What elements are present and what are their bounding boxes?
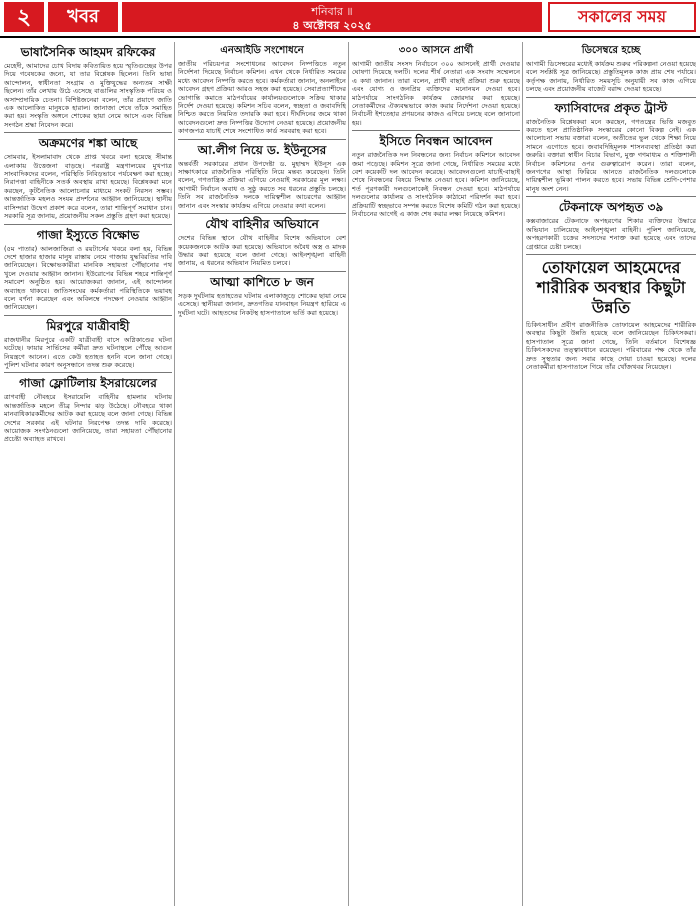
story-gaza-protest	[4, 228, 172, 312]
story-body: (৫ম পাতার) আলজাজিরা ও রয়টার্সের খবরে বলা হয়, বিভিন্ন দেশে হাজার হাজার মানুষ রাস্তায় নেমে গাজায় যুদ্ধবিরতির দাবি জানিয়েছেন। বিক্ষোভকারীরা মানবিক সহায়তা পৌঁছানোর পথ খুলে দেওয়ার আহ্বান জানান। ইউরোপের বিভিন্ন শহরে শান্তিপূর্ণ সমাবেশ অনুষ্ঠিত হয়। আয়োজকরা জানান, এই আন্দোলন অব্যাহত থাকবে। জাতিসংঘের কর্মকর্তারা পরিস্থিতিকে ভয়াবহ বলে বর্ণনা করেছেন এবং অবিলম্বে পদক্ষেপ নেওয়ার আহ্বান জানিয়েছেন।	[4, 244, 172, 312]
story-body: কক্সবাজারের টেকনাফে অপহরণের শিকার ব্যক্তিদের উদ্ধারে অভিযান চালিয়েছে আইনশৃঙ্খলা বাহিনী। পুলিশ জানিয়েছে, অপহরণকারী চক্রের সদস্যদের শনাক্ত করা হয়েছে এবং তাদের গ্রেপ্তারে চেষ্টা চলছে।	[526, 217, 696, 251]
story-divider	[4, 315, 172, 316]
story-body: সোমবার, ইসলামাবাদ থেকে প্রাপ্ত খবরে বলা হয়েছে সীমান্ত এলাকায় উত্তেজনা বাড়ছে। পররাষ্ট্র মন্ত্রণালয়ের মুখপাত্র সাংবাদিকদের বলেন, পরিস্থিতি নিবিড়ভাবে পর্যবেক্ষণ করা হচ্ছে। নিরাপত্তা বাহিনীকে সতর্ক অবস্থায় রাখা হয়েছে। বিশ্লেষকরা মনে করছেন, কূটনৈতিক আলোচনার মাধ্যমে সংকট নিরসন সম্ভব। আন্তর্জাতিক মহলও সংযম প্রদর্শনের আহ্বান জানিয়েছে। স্থানীয় বাসিন্দারা উদ্বেগ প্রকাশ করে বলেন, তারা শান্তিপূর্ণ সমাধান চান। সরকারি সূত্র জানায়, প্রয়োজনীয় সকল প্রস্তুতি গ্রহণ করা হয়েছে।	[4, 153, 172, 221]
story-divider	[526, 196, 696, 197]
column-1	[4, 42, 172, 906]
story-headline: অক্রমণের শঙ্কা আছে	[38, 136, 138, 151]
story-300-seats	[352, 45, 520, 127]
story-body: দেশের বিভিন্ন স্থানে যৌথ বাহিনীর বিশেষ অভিযানে বেশ কয়েকজনকে আটক করা হয়েছে। অভিযানে অবৈধ অস্ত্র ও মাদক উদ্ধার করা হয়েছে বলে জানা গেছে। আইনশৃঙ্খলা বাহিনী জানায়, এ ধরনের অভিযান নিয়মিত চলবে।	[178, 234, 346, 268]
story-headline: ইসিতে নিবন্ধন আবেদন	[379, 134, 493, 149]
story-headline: ফ্যাসিবাদের প্রকৃত ট্রাস্ট	[554, 100, 668, 115]
story-body: সড়ক দুর্ঘটনায় হতাহতের ঘটনায় এলাকাজুড়ে শোকের ছায়া নেমে এসেছে। স্থানীয়রা জানান, দ্রুতগতির যানবাহন নিয়ন্ত্রণ হারিয়ে এ দুর্ঘটনা ঘটে। আহতদের নিকটস্থ হাসপাতালে ভর্তি করা হয়েছে।	[178, 291, 346, 317]
story-tofail-ahmed	[526, 258, 696, 371]
story-headline: গাজা ইস্যুতে বিক্ষোভ	[36, 227, 140, 242]
column-divider	[348, 42, 349, 906]
story-body: মেহেদী, আমাদের চোখ বিদায় কবিতায়িত হয়ে স্মৃতিগুচ্ছের উপর দিয়ে গবেষকের জন্যে, যা তার বিশ্লেষক ছিলেন। তিনি ভাষা আন্দোলন, স্বাধীনতা সংগ্রাম ও মুক্তিযুদ্ধের অন্যতম সাক্ষী ছিলেন। তাঁর লেখায় উঠে এসেছে বাঙালির সাংস্কৃতিক পরিচয় ও অসাম্প্রদায়িক চেতনা। বিশিষ্টজনেরা বলেন, তাঁর প্রয়াণে জাতি এক আলোকিত মানুষকে হারাল। জানাজা শেষে তাঁকে সমাহিত করা হয়। সংস্কৃতি অঙ্গনে শোকের ছায়া নেমে আসে এবং বিভিন্ন সংগঠন শ্রদ্ধা নিবেদন করে।	[4, 62, 172, 129]
story-headline: যৌথ বাহিনীর অভিযানে	[205, 217, 319, 232]
story-headline: টেকনাফে অপহৃত ৩৯	[558, 200, 664, 215]
story-headline: তোফায়েল আহমেদের শারীরিক অবস্থার কিছুটা উন্নতি	[536, 257, 686, 317]
story-gaza-flotilla	[4, 376, 172, 443]
story-headline: মিরপুরে যাত্রীবাহী	[46, 318, 130, 333]
column-divider	[522, 42, 523, 906]
story-headline: এনআইডি সংশোধনে	[220, 45, 304, 56]
story-ec-registration	[352, 134, 520, 218]
story-headline: আত্মা কাশিতে ৮ জন	[210, 274, 314, 289]
day-label: শনিবার ॥	[311, 5, 353, 18]
header-rule	[0, 36, 700, 38]
story-headline: ভাষাসৈনিক আহমদ রফিকের	[20, 45, 156, 59]
story-december	[526, 45, 696, 94]
story-nid-correction	[178, 45, 346, 136]
story-headline: আ.লীগ নিয়ে ড. ইউনূসের	[197, 142, 327, 157]
newspaper-masthead: সকালের সময়	[548, 2, 696, 32]
story-mirpur-bus	[4, 319, 172, 370]
story-body: রাজধানীর মিরপুরে একটি যাত্রীবাহী বাসে অগ্নিকাণ্ডের ঘটনা ঘটেছে। ফায়ার সার্ভিসের কর্মীরা দ্রুত ঘটনাস্থলে পৌঁছে আগুন নিয়ন্ত্রণে আনেন। এতে কেউ হতাহত হননি বলে জানা গেছে। পুলিশ ঘটনার কারণ অনুসন্ধানে তদন্ত শুরু করেছে।	[4, 335, 172, 369]
story-body: ত্রাণবাহী নৌবহরে ইসরায়েলি বাহিনীর হামলার ঘটনায় আন্তর্জাতিক মহলে তীব্র নিন্দার ঝড় উঠেছে। নৌবহরে থাকা মানবাধিকারকর্মীদের আটক করা হয়েছে বলে জানা গেছে। বিভিন্ন দেশের সরকার এই ঘটনার নিরপেক্ষ তদন্ত দাবি করেছে। আয়োজক সংগঠনগুলো জানিয়েছে, তারা সহায়তা পৌঁছানোর প্রচেষ্টা অব্যাহত রাখবে।	[4, 393, 172, 444]
story-fascism-trust	[526, 101, 696, 194]
story-body: নতুন রাজনৈতিক দল নিবন্ধনের জন্য নির্বাচন কমিশনে আবেদন জমা পড়েছে। কমিশন সূত্রে জানা গেছে, নির্ধারিত সময়ের মধ্যে বেশ কয়েকটি দল আবেদন করেছে। আবেদনগুলো যাচাই-বাছাই শেষে নিবন্ধনের বিষয়ে সিদ্ধান্ত নেওয়া হবে। কমিশন জানিয়েছে, শর্ত পূরণকারী দলগুলোকেই নিবন্ধন দেওয়া হবে। মাঠপর্যায়ে দলগুলোর কার্যালয় ও সাংগঠনিক কাঠামো পরিদর্শন করা হবে। প্রক্রিয়াটি স্বচ্ছভাবে সম্পন্ন করতে বিশেষ কমিটি গঠন করা হয়েছে। নির্বাচনের আগেই এ কাজ শেষ করার লক্ষ্য নিয়েছে কমিশন।	[352, 151, 520, 219]
column-4	[526, 42, 696, 906]
column-2	[178, 42, 346, 906]
story-headline: গাজা ফ্লোটিলায় ইসরায়েলের	[19, 376, 157, 391]
story-divider	[4, 372, 172, 373]
story-body: অন্তর্বর্তী সরকারের প্রধান উপদেষ্টা ড. মুহাম্মদ ইউনূস এক সাক্ষাৎকারে রাজনৈতিক পরিস্থিতি নিয়ে মন্তব্য করেছেন। তিনি বলেন, গণতান্ত্রিক প্রক্রিয়া এগিয়ে নেওয়াই সরকারের মূল লক্ষ্য। আগামী নির্বাচন অবাধ ও সুষ্ঠু করতে সব ধরনের প্রস্তুতি চলছে। তিনি সব রাজনৈতিক দলকে দায়িত্বশীল আচরণের আহ্বান জানান এবং সংস্কার কার্যক্রম এগিয়ে নেওয়ার কথা বলেন।	[178, 159, 346, 210]
section-title: খবর	[48, 2, 118, 32]
story-divider	[352, 130, 520, 131]
page-header	[0, 0, 700, 34]
date-label: ৪ অক্টোবর ২০২৫	[292, 19, 372, 32]
story-eight-people	[178, 275, 346, 317]
story-language-soldier	[4, 45, 172, 129]
page-number: ২	[4, 2, 44, 32]
story-divider	[178, 139, 346, 140]
story-body: রাজনৈতিক বিশ্লেষকরা মনে করছেন, গণতন্ত্রের ভিত্তি মজবুত করতে হলে প্রাতিষ্ঠানিক সংস্কারের কোনো বিকল্প নেই। এক আলোচনা সভায় বক্তারা বলেন, অতীতের ভুল থেকে শিক্ষা নিয়ে সামনে এগোতে হবে। জবাবদিহিমূলক শাসনব্যবস্থা প্রতিষ্ঠা করা জরুরি। বক্তারা স্বাধীন বিচার বিভাগ, মুক্ত গণমাধ্যম ও শক্তিশালী নির্বাচন কমিশনের ওপর গুরুত্বারোপ করেন। তারা বলেন, জনগণের আস্থা ফিরিয়ে আনতে রাজনৈতিক দলগুলোকে দায়িত্বশীল ভূমিকা পালন করতে হবে। সভায় বিভিন্ন শ্রেণি-পেশার মানুষ অংশ নেন।	[526, 117, 696, 193]
story-headline: ৩০০ আসনে প্রার্থী	[398, 45, 474, 56]
story-attack-fear	[4, 136, 172, 220]
column-3	[352, 42, 520, 906]
story-awami-league-yunus	[178, 143, 346, 210]
story-body: আগামী জাতীয় সংসদ নির্বাচনে ৩০০ আসনেই প্রার্থী দেওয়ার ঘোষণা দিয়েছে দলটি। দলের শীর্ষ নেতারা এক সংবাদ সম্মেলনে এ কথা জানান। তারা বলেন, প্রার্থী বাছাই প্রক্রিয়া শুরু হয়েছে এবং যোগ্য ও জনপ্রিয় ব্যক্তিদের মনোনয়ন দেওয়া হবে। মাঠপর্যায়ে সাংগঠনিক কার্যক্রম জোরদার করা হয়েছে। নেতাকর্মীদের ঐক্যবদ্ধভাবে কাজ করার নির্দেশনা দেওয়া হয়েছে। নির্বাচনী ইশতেহার প্রণয়নের কাজও এগিয়ে চলছে বলে জানানো হয়।	[352, 60, 520, 127]
story-teknaf-abduction	[526, 200, 696, 251]
story-divider	[526, 254, 696, 255]
story-divider	[178, 213, 346, 214]
story-body: আগামী ডিসেম্বরের মধ্যেই কার্যক্রম শুরুর পরিকল্পনা নেওয়া হয়েছে বলে সংশ্লিষ্ট সূত্র জানিয়েছে। প্রস্তুতিমূলক কাজ প্রায় শেষ পর্যায়ে। কর্তৃপক্ষ জানায়, নির্ধারিত সময়সূচি অনুযায়ী সব কাজ এগিয়ে চলছে এবং প্রয়োজনীয় বাজেট বরাদ্দ দেওয়া হয়েছে।	[526, 60, 696, 94]
date-bar	[122, 2, 542, 32]
story-headline: ডিসেম্বরে হচ্ছে	[581, 45, 641, 56]
story-body: জাতীয় পরিচয়পত্র সংশোধনের আবেদন নিষ্পত্তিতে নতুন নির্দেশনা দিয়েছে নির্বাচন কমিশন। এখন থেকে নির্ধারিত সময়ের মধ্যে আবেদন নিষ্পত্তি করতে হবে। কর্মকর্তারা জানান, অনলাইনে আবেদন গ্রহণ প্রক্রিয়া আরও সহজ করা হয়েছে। সেবাপ্রত্যাশীদের ভোগান্তি কমাতে মাঠপর্যায়ের কার্যালয়গুলোকে সক্রিয় থাকার নির্দেশ দেওয়া হয়েছে। কমিশন সচিব বলেন, স্বচ্ছতা ও জবাবদিহি নিশ্চিত করতে নিয়মিত তদারকি করা হবে। দীর্ঘদিনের জমে থাকা আবেদনগুলো দ্রুত নিষ্পত্তির উদ্যোগ নেওয়া হয়েছে। প্রয়োজনীয় কাগজপত্র যাচাই শেষে সংশোধিত কার্ড সরবরাহ করা হবে।	[178, 60, 346, 136]
story-divider	[4, 132, 172, 133]
story-body: চিকিৎসাধীন প্রবীণ রাজনীতিক তোফায়েল আহমেদের শারীরিক অবস্থার কিছুটা উন্নতি হয়েছে বলে জানিয়েছেন চিকিৎসকরা। হাসপাতাল সূত্রে জানা গেছে, তিনি বর্তমানে বিশেষজ্ঞ চিকিৎসকদের তত্ত্বাবধানে রয়েছেন। পরিবারের পক্ষ থেকে তাঁর দ্রুত সুস্থতার জন্য সবার কাছে দোয়া চাওয়া হয়েছে। দলের নেতাকর্মীরা হাসপাতালে গিয়ে তাঁর খোঁজখবর নিয়েছেন।	[526, 320, 696, 371]
story-divider	[526, 97, 696, 98]
story-joint-forces	[178, 217, 346, 268]
story-divider	[4, 224, 172, 225]
column-divider	[174, 42, 175, 906]
story-divider	[178, 271, 346, 272]
